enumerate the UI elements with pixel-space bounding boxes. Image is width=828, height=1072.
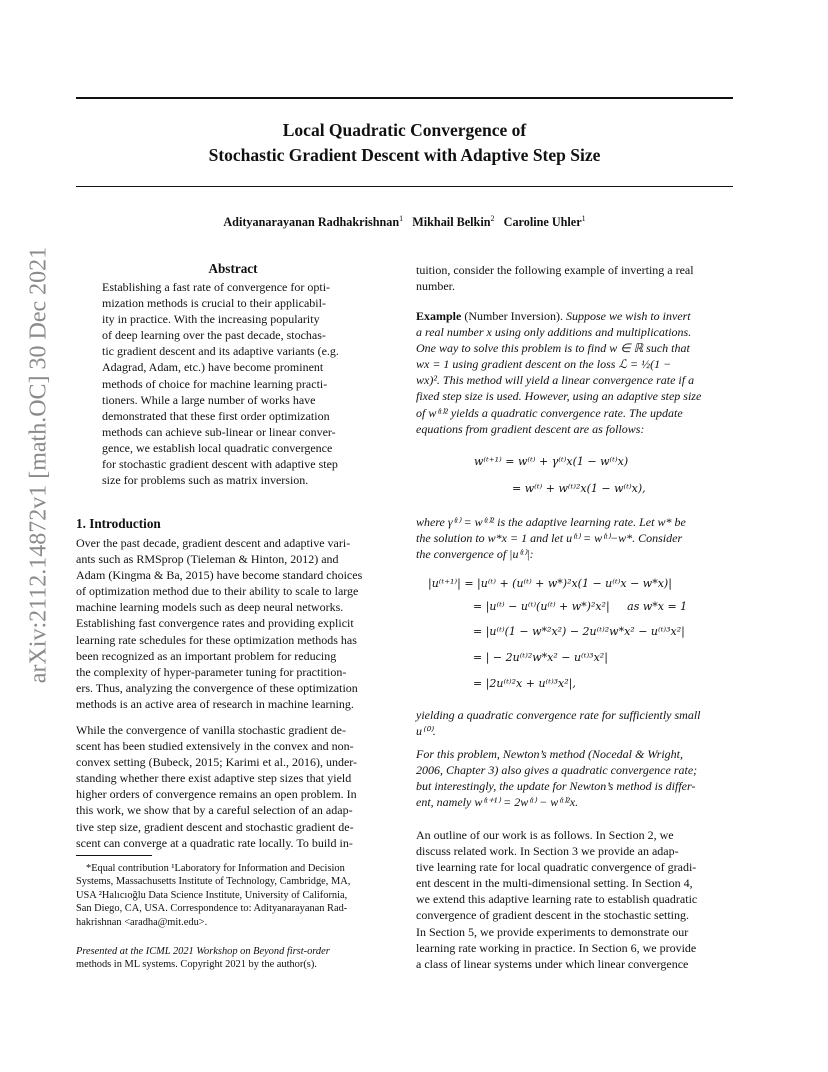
equation-update-1: w⁽ᵗ⁺¹⁾ = w⁽ᵗ⁾ + γ⁽ᵗ⁾x(1 − w⁽ᵗ⁾x) [474, 455, 629, 468]
outline-line: ent descent in the multi-dimensional setting. In Section 4, [416, 876, 693, 891]
section-heading-introduction: 1. Introduction [76, 516, 161, 531]
equation-convergence-1: |u⁽ᵗ⁺¹⁾| = |u⁽ᵗ⁾ + (u⁽ᵗ⁾ + w*)²x(1 − u⁽ᵗ⁾x − w*x)| [428, 577, 672, 590]
abstract-line: gence, we establish local quadratic convergence [102, 440, 333, 455]
paper-title [76, 118, 733, 168]
abstract-line: Establishing a fast rate of convergence for opti- [102, 280, 331, 294]
outline-line: An outline of our work is as follows. In Section 2, we [416, 828, 674, 842]
abstract-line: Adagrad, Adam, etc.) have become prominent [102, 360, 324, 375]
abstract-heading: Abstract [208, 261, 258, 276]
example-line: wx = 1 using gradient descent on the loss ℒ = ½(1 − [416, 357, 672, 372]
venue-line: Presented at the ICML 2021 Workshop on Beyond first-order [76, 946, 330, 957]
body-line: scent has been studied extensively in the convex and non- [76, 739, 354, 754]
equation-convergence-2: = |u⁽ᵗ⁾ − u⁽ᵗ⁾(u⁽ᵗ⁾ + w*)²x²| as w*x = 1 [473, 600, 688, 613]
where-line: the convergence of |u⁽ᵗ⁾|: [416, 547, 534, 562]
outline-line: tive learning rate for local quadratic convergence of gradi- [416, 860, 697, 875]
body-line: scent can converge at a quadratic rate locally. To build in- [76, 835, 353, 850]
footnote-line: Systems, Massachusetts Institute of Technology, Cambridge, MA, [76, 876, 351, 888]
newton-block [416, 746, 732, 810]
body-line: convex setting (Bubeck, 2015; Karimi et al., 2016), under- [76, 755, 358, 770]
body-line: standing whether there exist adaptive step sizes that yield [76, 771, 352, 786]
abstract-line: tioners. While a large number of works have [102, 392, 316, 407]
yield-line: u⁽⁰⁾. [416, 724, 436, 739]
equation-update-2: = w⁽ᵗ⁾ + w⁽ᵗ⁾²x(1 − w⁽ᵗ⁾x), [512, 482, 646, 495]
footnote-line: hakrishnan <aradha@mit.edu>. [76, 916, 208, 928]
equation-convergence-5: = |2u⁽ᵗ⁾²x + u⁽ᵗ⁾³x²|, [473, 677, 576, 690]
newton-line: For this problem, Newton’s method (Nocedal & Wright, [416, 747, 683, 761]
yield-block [416, 707, 732, 739]
body-line: this work, we show that by a careful selection of an adap- [76, 803, 353, 818]
abstract-line: methods of choice for machine learning practi- [102, 376, 328, 391]
abstract-line: for stochastic gradient descent with adaptive step [102, 457, 338, 472]
body-line: ants such as RMSprop (Tieleman & Hinton, 2012) and [76, 552, 339, 567]
right-continuation [416, 262, 732, 294]
intro-paragraph-1 [76, 535, 392, 712]
abstract-line: demonstrated that these first order optimization [102, 408, 330, 423]
body-line: ers. Thus, analyzing the convergence of these optimization [76, 680, 358, 695]
example-name: (Number Inversion). [464, 309, 563, 323]
example-first-line [416, 308, 732, 324]
footnote-line: *Equal contribution ¹Laboratory for Information and Decision [86, 863, 345, 874]
title-line-1: Local Quadratic Convergence of [282, 120, 527, 140]
footnote-line: USA ²Halıcıoğlu Data Science Institute, University of California, [76, 889, 348, 901]
outline-line: discuss related work. In Section 3 we provide an adap- [416, 844, 679, 859]
example-line: fixed step size is used. However, using an adaptive step size [416, 389, 702, 404]
arxiv-sidebar [25, 246, 52, 684]
outline-line: convergence of gradient descent in the stochastic setting. [416, 908, 690, 923]
abstract-line: mization methods is crucial to their applicabil- [102, 296, 326, 311]
where-line: the solution to w*x = 1 and let u⁽ᵗ⁾ = w⁽ᵗ⁾−w*. Consider [416, 531, 683, 546]
where-line: where γ⁽ᵗ⁾ = w⁽ᵗ⁾² is the adaptive learning rate. Let w* be [416, 515, 686, 529]
outline-paragraph [416, 827, 732, 972]
where-block [416, 514, 732, 562]
body-line: While the convergence of vanilla stochastic gradient de- [76, 723, 346, 737]
body-line: learning rate schedules for these optimization methods has [76, 632, 357, 647]
newton-line: 2006, Chapter 3) also gives a quadratic convergence rate; [416, 763, 698, 778]
author-list [76, 214, 733, 230]
author-name: Caroline Uhler [503, 215, 582, 230]
body-line: Establishing fast convergence rates and providing explicit [76, 616, 354, 631]
example-line: a real number x using only additions and multiplications. [416, 325, 692, 340]
outline-line: learning rate working in practice. In Section 6, we provide [416, 940, 697, 955]
title-line-2: Stochastic Gradient Descent with Adaptive Step Size [208, 145, 601, 165]
outline-line: In Section 5, we provide experiments to demonstrate our [416, 924, 689, 939]
equation-convergence-4: = | − 2u⁽ᵗ⁾²w*x² − u⁽ᵗ⁾³x²| [473, 651, 608, 664]
example-line: One way to solve this problem is to find w ∈ ℝ such that [416, 341, 690, 356]
body-line: Adam (Kingma & Ba, 2015) have become standard choices [76, 568, 363, 583]
example-block [416, 308, 732, 437]
footnote-rule [76, 855, 152, 856]
example-line: of w⁽ᵗ⁾² yields a quadratic convergence rate. The update [416, 405, 683, 420]
abstract-line: tic gradient descent and its adaptive variants (e.g. [102, 344, 339, 359]
footnote-affiliations [76, 862, 392, 929]
body-line: tuition, consider the following example of inverting a real [416, 263, 694, 277]
body-line: methods is an active area of research in machine learning. [76, 696, 354, 711]
arxiv-identifier: arXiv:2112.14872v1 [math.OC] 30 Dec 2021 [25, 246, 52, 684]
body-line: higher orders of convergence remains an open problem. In [76, 787, 357, 802]
author-affiliation: 1 [581, 214, 586, 223]
body-line: tive step size, gradient descent and stochastic gradient de- [76, 819, 354, 834]
author-name: Adityanarayanan Radhakrishnan [223, 215, 400, 230]
abstract-body [102, 279, 364, 488]
yield-line: yielding a quadratic convergence rate for sufficiently small [416, 708, 701, 722]
title-rule-bottom [76, 186, 733, 187]
example-label: Example [416, 309, 462, 323]
outline-line: a class of linear systems under which linear convergence [416, 956, 689, 971]
venue-note [76, 945, 392, 972]
abstract-line: ity in practice. With the increasing popularity [102, 312, 320, 327]
intro-paragraph-2 [76, 722, 392, 851]
abstract-line: size for problems such as matrix inversion. [102, 473, 309, 488]
body-line: of optimization method due to their ability to scale to large [76, 584, 359, 599]
author-affiliation: 2 [490, 214, 495, 223]
newton-line: but interestingly, the update for Newton’s method is differ- [416, 779, 696, 794]
newton-line: ent, namely w⁽ᵗ⁺¹⁾ = 2w⁽ᵗ⁾ − w⁽ᵗ⁾²x. [416, 795, 579, 810]
author-affiliation: 1 [399, 214, 404, 223]
abstract-line: of deep learning over the past decade, stochas- [102, 328, 326, 343]
abstract-line: methods can achieve sub-linear or linear conver- [102, 424, 336, 439]
body-line: Over the past decade, gradient descent and adaptive vari- [76, 536, 351, 550]
outline-line: we extend this adaptive learning rate to establish quadratic [416, 892, 698, 907]
title-rule-top [76, 97, 733, 99]
venue-line: methods in ML systems. Copyright 2021 by the author(s). [76, 959, 317, 971]
author-name: Mikhail Belkin [412, 215, 491, 230]
equation-convergence-3: = |u⁽ᵗ⁾(1 − w*²x²) − 2u⁽ᵗ⁾²w*x² − u⁽ᵗ⁾³x²| [473, 625, 685, 638]
body-line: machine learning models such as deep neural networks. [76, 600, 344, 615]
example-line: equations from gradient descent are as follows: [416, 421, 645, 436]
footnote-line: San Diego, CA, USA. Correspondence to: Adityanarayanan Rad- [76, 903, 348, 915]
body-line: the complexity of hyper-parameter tuning for practition- [76, 664, 347, 679]
example-line: Suppose we wish to invert [565, 309, 691, 323]
body-line: been recognized as an important problem for reducing [76, 648, 337, 663]
example-line: wx)². This method will yield a linear convergence rate if a [416, 373, 695, 388]
body-line: number. [416, 279, 455, 294]
